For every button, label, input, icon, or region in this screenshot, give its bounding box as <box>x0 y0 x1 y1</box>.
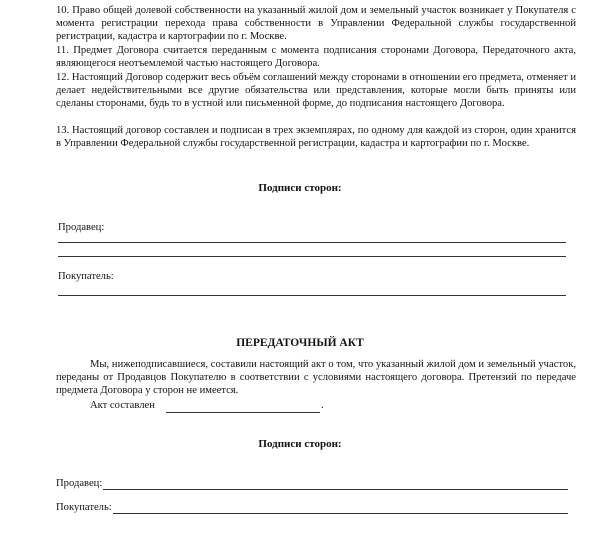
clause-13: 13. Настоящий договор составлен и подписан в трех экземплярах, по одному для каждой из сторон, один хранится в Управлении Федеральной службы государственной регистрации, кадастра и картографии по г. Москве. <box>56 125 576 150</box>
buyer-signature-line-1 <box>58 295 566 296</box>
seller-signature-line-1b <box>58 256 566 257</box>
act-composed-label: Акт составлен <box>90 400 155 411</box>
clause-11: 11. Предмет Договора считается переданным с момента подписания сторонами Договора, Передаточного акта, являющегося неотъемлемой частью настоящего Договора. <box>56 45 576 70</box>
transfer-act-body: Мы, нижеподписавшиеся, составили настоящий акт о том, что указанный жилой дом и земельный участок, переданы от Продавцов Покупателю в соответствии с условиями настоящего договора. Претензий по передаче предмета Договора у сторон не имеется. <box>56 359 576 397</box>
signatures-title-1: Подписи сторон: <box>258 182 342 194</box>
seller-label-1: Продавец: <box>58 222 105 233</box>
buyer-label-1: Покупатель: <box>58 271 114 282</box>
buyer-label-2: Покупатель: <box>56 502 112 513</box>
clause-10: 10. Право общей долевой собственности на указанный жилой дом и земельный участок возникает у Покупателя с момента регистрации перехода права собственности в Управлении Федеральной службы государственной регистрации, кадастра и картографии по г. Москве. <box>56 5 576 43</box>
act-composed-line <box>166 412 320 413</box>
buyer-signature-line-2 <box>113 513 568 514</box>
seller-signature-line-1a <box>58 242 566 243</box>
act-composed-suffix: . <box>321 400 324 411</box>
transfer-act-title: ПЕРЕДАТОЧНЫЙ АКТ <box>236 337 364 349</box>
signatures-title-2: Подписи сторон: <box>258 438 342 450</box>
clause-12: 12. Настоящий Договор содержит весь объём соглашений между сторонами в отношении его предмета, отменяет и делает недействительными все другие обязательства или представления, которые могли быть приняты или сделаны сторонами, будь то в устной или письменной форме, до подписания настоящего Договора. <box>56 72 576 110</box>
seller-label-2: Продавец: <box>56 478 103 489</box>
seller-signature-line-2 <box>103 489 568 490</box>
